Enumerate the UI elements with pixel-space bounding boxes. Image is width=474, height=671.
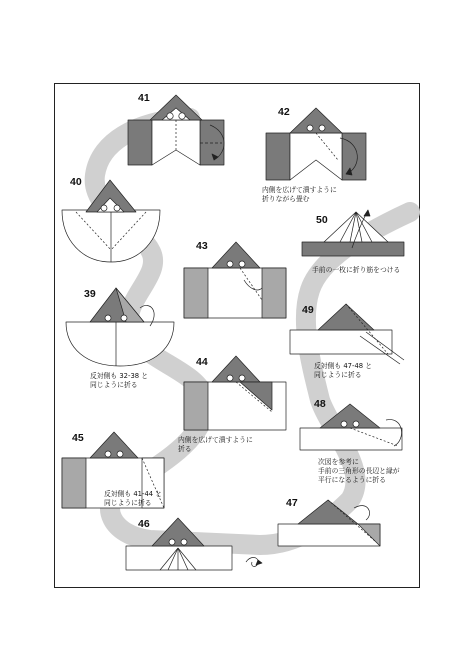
step-39-caption [90, 372, 148, 390]
step-42-caption [262, 186, 337, 204]
step-42-center-sheet [290, 133, 342, 180]
caption-line: 内側を広げて潰すように [262, 186, 337, 194]
step-41-figure [128, 95, 224, 165]
caption-line: 同じように折る [90, 381, 138, 389]
step-39-number: 39 [84, 288, 96, 300]
step-46-number: 46 [138, 518, 150, 530]
step-41-right-panel [200, 120, 224, 165]
step-44-number: 44 [196, 356, 208, 368]
step-40-number: 40 [70, 176, 82, 188]
step-47-number: 47 [286, 497, 298, 509]
caption-line: 次図を参考に [318, 458, 359, 466]
caption-line: 反対側も 47-48 と [314, 362, 373, 370]
caption-line: 平行になるように折る [318, 476, 386, 484]
caption-line: 手前の一枚に折り筋をつける [312, 266, 401, 274]
step-43-number: 43 [196, 240, 208, 252]
step-49-number: 49 [302, 304, 314, 316]
step-42-head [290, 108, 342, 133]
caption-line: 内側を広げて潰すように [178, 436, 253, 444]
step-45-head [90, 432, 138, 458]
caption-line: 折りながら畳む [262, 195, 310, 203]
step-45-number: 45 [72, 432, 84, 444]
step-49-triangle [318, 304, 374, 330]
step-41-center-sheet [152, 120, 200, 165]
step-45-caption [104, 490, 162, 508]
step-41-left-eye [167, 113, 173, 119]
step-41-number: 41 [138, 92, 150, 104]
step-43-figure [184, 242, 286, 318]
caption-line: 同じように折る [314, 371, 362, 379]
step-42-number: 42 [278, 106, 290, 118]
step-49-caption [314, 362, 372, 380]
step-48-caption [318, 458, 400, 485]
step-44-head [212, 356, 260, 382]
step-42-right-panel [342, 133, 366, 180]
step-41-right-eye [179, 113, 185, 119]
caption-line: 反対側も 32-38 と [90, 372, 149, 380]
caption-line: 反対側も 41-44 と [104, 490, 163, 498]
caption-line: 折る [178, 445, 192, 453]
step-44-caption [178, 436, 253, 454]
step-50-number: 50 [316, 214, 328, 226]
step-42-left-panel [266, 133, 290, 180]
step-43-head [212, 242, 260, 268]
step-50-caption [312, 266, 400, 275]
step-48-number: 48 [314, 398, 326, 410]
caption-line: 手前の三角形の長辺と縁が [318, 467, 400, 475]
step-48-base [300, 428, 402, 450]
step-41-left-panel [128, 120, 152, 165]
step-42-figure [266, 108, 366, 180]
step-39-figure [66, 288, 174, 366]
step-49-base [290, 330, 392, 354]
caption-line: 同じように折る [104, 499, 152, 507]
